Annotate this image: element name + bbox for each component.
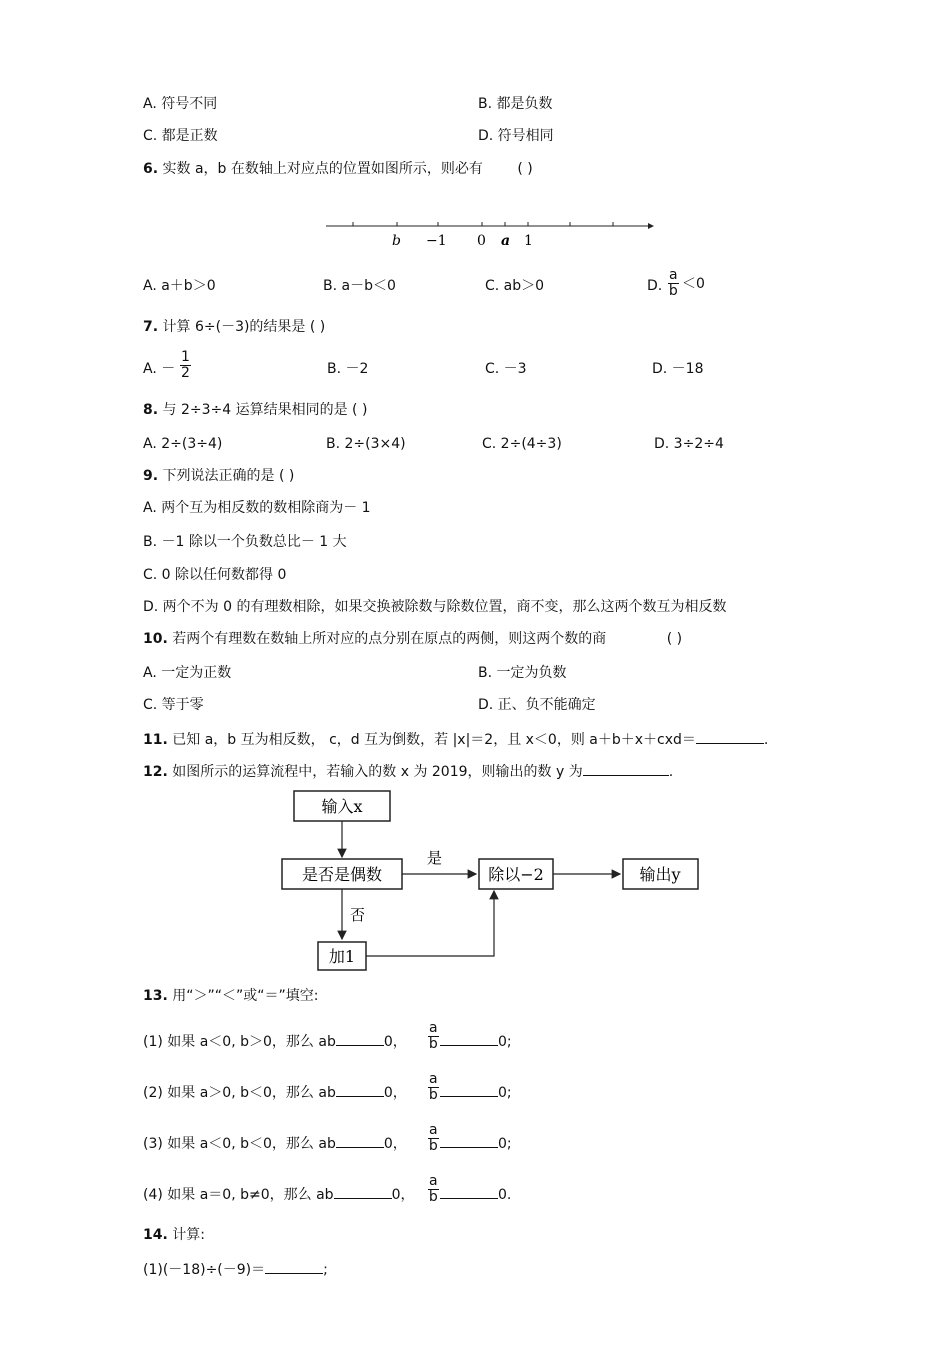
q6-stem: 实数 a，b 在数轴上对应点的位置如图所示，则必有 xyxy=(162,161,483,177)
q12-number: 12. xyxy=(143,764,168,780)
flow-divide-label: 除以−2 xyxy=(488,865,544,884)
q13-item-2-fraction xyxy=(428,1072,439,1103)
q8-number: 8. xyxy=(143,402,159,418)
flow-no-label: 否 xyxy=(350,906,366,924)
q13-blank[interactable] xyxy=(336,1082,384,1097)
q13-item-1-tail xyxy=(440,1031,512,1051)
flow-output-label: 输出y xyxy=(639,865,681,884)
q6-option-d-fraction xyxy=(668,268,679,299)
q7-option-d: D. －18 xyxy=(652,361,704,377)
q7-stem: 计算 6÷(－3)的结果是 ( ) xyxy=(162,319,326,335)
q14-item-1-end: ; xyxy=(323,1262,328,1278)
q9-option-b: B. －1 除以一个负数总比－ 1 大 xyxy=(143,534,347,550)
q13-item-text: (2) 如果 a＞0, b＜0，那么 ab xyxy=(143,1085,336,1101)
q13-blank[interactable] xyxy=(440,1133,498,1148)
q13-item-4-fraction xyxy=(428,1174,439,1205)
q12-stem-line xyxy=(143,761,673,781)
q13-item-mid: 0， xyxy=(383,1085,407,1101)
number-line-figure xyxy=(320,212,660,252)
q9-number: 9. xyxy=(143,468,159,484)
q13-item-end: 0; xyxy=(498,1136,512,1152)
q12-answer-blank[interactable] xyxy=(583,761,669,776)
q13-blank[interactable] xyxy=(336,1031,384,1046)
fraction-numerator: a xyxy=(429,1122,438,1138)
fraction-numerator: a xyxy=(429,1020,438,1036)
q13-item-3-fraction xyxy=(428,1123,439,1154)
q9-option-c: C. 0 除以任何数都得 0 xyxy=(143,567,287,583)
q14-answer-blank[interactable] xyxy=(265,1259,323,1274)
q13-item-mid: 0， xyxy=(383,1136,407,1152)
q13-item-text: (1) 如果 a＜0, b＞0，那么 ab xyxy=(143,1034,336,1050)
axis-label-1: 1 xyxy=(524,233,533,249)
q5-option-a: A. 符号不同 xyxy=(143,96,218,112)
q13-item-end: 0; xyxy=(498,1085,512,1101)
q13-item-4 xyxy=(143,1184,414,1204)
q7-option-a-prefix: A. － xyxy=(143,361,176,377)
q13-item-2-tail xyxy=(440,1082,512,1102)
axis-label-0: 0 xyxy=(477,233,486,249)
q10-stem: 若两个有理数在数轴上所对应的点分别在原点的两侧，则这两个数的商 xyxy=(172,631,607,647)
fraction-denominator: b xyxy=(668,283,678,299)
flow-input-label: 输入x xyxy=(321,797,363,816)
q13-item-mid: 0， xyxy=(391,1187,415,1203)
q8-option-d: D. 3÷2÷4 xyxy=(654,436,724,452)
axis-label-a: a xyxy=(501,233,511,249)
q5-option-b: B. 都是负数 xyxy=(478,96,553,112)
q13-item-text: (4) 如果 a＝0, b≠0，那么 ab xyxy=(143,1187,334,1203)
fraction-numerator: a xyxy=(669,267,678,283)
q13-item-3-tail xyxy=(440,1133,512,1153)
fraction-numerator: 1 xyxy=(181,349,190,365)
q7-option-b: B. －2 xyxy=(327,361,369,377)
q6-answer-paren: ( ) xyxy=(517,161,533,177)
q6-option-b: B. a－b＜0 xyxy=(323,278,396,294)
q11-end: . xyxy=(763,732,769,748)
fraction-denominator: 2 xyxy=(181,365,190,381)
q6-option-d-suffix: ＜0 xyxy=(682,276,705,292)
fraction-numerator: a xyxy=(429,1173,438,1189)
q10-option-d: D. 正、负不能确定 xyxy=(478,697,596,713)
q10-number: 10. xyxy=(143,631,168,647)
q11-stem: 已知 a，b 互为相反数， c，d 互为倒数，若 |x|＝2，且 x＜0，则 a＋b＋x＋cxd＝ xyxy=(172,732,696,748)
q8-option-c: C. 2÷(4÷3) xyxy=(482,436,562,452)
q13-blank[interactable] xyxy=(334,1184,392,1199)
q10-option-c: C. 等于零 xyxy=(143,697,204,713)
q10-stem-line xyxy=(143,630,682,648)
q13-item-1 xyxy=(143,1031,407,1051)
q14-stem: 计算: xyxy=(172,1227,205,1243)
q13-stem-line xyxy=(143,987,319,1005)
q14-item-1 xyxy=(143,1259,328,1279)
number-line-ticks xyxy=(353,222,613,226)
q14-item-1-text: (1)(－18)÷(－9)＝ xyxy=(143,1262,266,1278)
q12-end: . xyxy=(668,764,674,780)
q13-item-end: 0; xyxy=(498,1034,512,1050)
q10-answer-paren: ( ) xyxy=(666,631,683,647)
q13-blank[interactable] xyxy=(440,1082,498,1097)
q13-item-text: (3) 如果 a＜0, b＜0，那么 ab xyxy=(143,1136,336,1152)
q6-stem-line xyxy=(143,160,533,178)
q13-stem: 用“＞”“＜”或“＝”填空: xyxy=(172,988,319,1004)
flow-yes-label: 是 xyxy=(427,849,443,867)
q9-option-d: D. 两个不为 0 的有理数相除，如果交换被除数与除数位置，商不变，那么这两个数互为相反数 xyxy=(143,599,727,615)
q10-option-b: B. 一定为负数 xyxy=(478,665,567,681)
q6-option-d-prefix: D. xyxy=(647,278,663,294)
fraction-denominator: b xyxy=(428,1189,438,1205)
q6-number: 6. xyxy=(143,161,159,177)
q14-stem-line xyxy=(143,1226,205,1244)
q7-option-c: C. －3 xyxy=(485,361,527,377)
q13-blank[interactable] xyxy=(336,1133,384,1148)
q8-option-b: B. 2÷(3×4) xyxy=(326,436,406,452)
q8-option-a: A. 2÷(3÷4) xyxy=(143,436,223,452)
fraction-denominator: b xyxy=(428,1036,438,1052)
q11-number: 11. xyxy=(143,732,168,748)
number-line-arrow xyxy=(648,223,654,229)
q6-option-c: C. ab＞0 xyxy=(485,278,545,294)
q9-option-a: A. 两个互为相反数的数相除商为－ 1 xyxy=(143,500,371,516)
q13-item-2 xyxy=(143,1082,407,1102)
flowchart-figure xyxy=(270,785,710,975)
q13-item-3 xyxy=(143,1133,407,1153)
flow-arrow-loop-back xyxy=(366,891,494,956)
q7-option-a-fraction xyxy=(180,350,191,381)
q13-number: 13. xyxy=(143,988,168,1004)
fraction-denominator: b xyxy=(428,1138,438,1154)
q13-item-mid: 0， xyxy=(383,1034,407,1050)
q8-stem: 与 2÷3÷4 运算结果相同的是 ( ) xyxy=(162,402,368,418)
fraction-denominator: b xyxy=(428,1087,438,1103)
q13-item-end: 0. xyxy=(498,1187,512,1203)
q11-stem-line xyxy=(143,729,768,749)
q10-option-a: A. 一定为正数 xyxy=(143,665,232,681)
axis-label-neg1: −1 xyxy=(426,233,447,249)
q5-option-d: D. 符号相同 xyxy=(478,128,554,144)
q13-blank[interactable] xyxy=(440,1031,498,1046)
flow-check-label: 是否是偶数 xyxy=(301,865,383,884)
q9-stem: 下列说法正确的是 ( ) xyxy=(162,468,295,484)
q8-stem-line xyxy=(143,401,367,419)
q13-item-4-tail xyxy=(440,1184,511,1204)
axis-label-b: b xyxy=(392,233,401,249)
flow-add-label: 加1 xyxy=(328,947,356,966)
fraction-numerator: a xyxy=(429,1071,438,1087)
q7-number: 7. xyxy=(143,319,159,335)
q7-stem-line xyxy=(143,318,325,336)
q6-option-a: A. a＋b＞0 xyxy=(143,278,216,294)
q9-stem-line xyxy=(143,467,294,485)
q11-answer-blank[interactable] xyxy=(696,729,764,744)
q13-blank[interactable] xyxy=(440,1184,498,1199)
q13-item-1-fraction xyxy=(428,1021,439,1052)
q14-number: 14. xyxy=(143,1227,168,1243)
q5-option-c: C. 都是正数 xyxy=(143,128,218,144)
q12-stem: 如图所示的运算流程中，若输入的数 x 为 2019，则输出的数 y 为 xyxy=(172,764,583,780)
